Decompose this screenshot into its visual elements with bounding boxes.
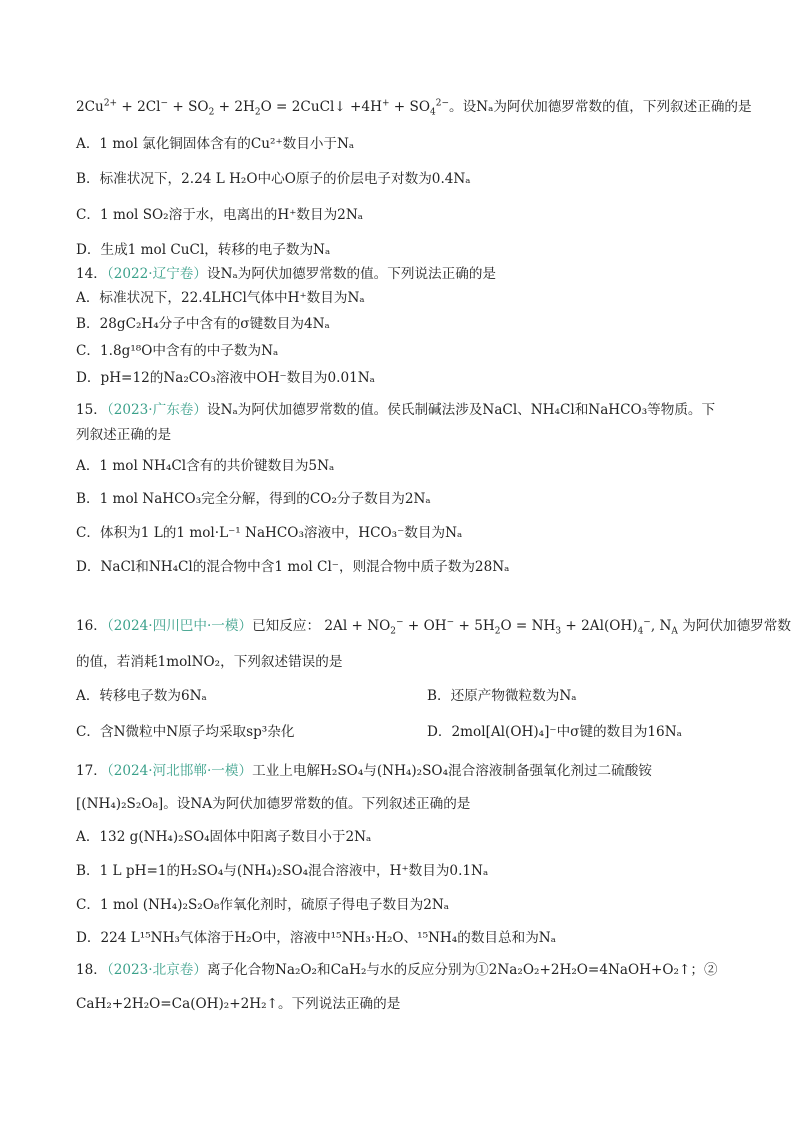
q16-option-c: C．含N微粒中N原子均采取sp³杂化 bbox=[76, 724, 295, 740]
q17-option-d: D．224 L¹⁵NH₃气体溶于H₂O中，溶液中¹⁵NH₃·H₂O、¹⁵NH₄的数目总和为Nₐ bbox=[76, 930, 556, 946]
q14-option-d: D．pH=12的Na₂CO₃溶液中OH⁻数目为0.01Nₐ bbox=[76, 370, 375, 386]
q17-number: 17． bbox=[76, 763, 107, 779]
q16-source: （2024·四川巴中·一模） bbox=[106, 618, 253, 634]
q15-number: 15． bbox=[76, 402, 107, 418]
q15-stem bbox=[76, 400, 715, 420]
q14-option-a: A．标准状况下，22.4LHCl气体中H⁺数目为Nₐ bbox=[76, 290, 365, 306]
q15-stem-cont: 列叙述正确的是 bbox=[76, 427, 172, 443]
q16-options-row1 bbox=[76, 686, 577, 706]
q15-source: （2023·广东卷） bbox=[106, 402, 207, 418]
q13-intro: 。设Nₐ为阿伏加德罗常数的值，下列叙述正确的是 bbox=[449, 99, 752, 115]
q18-stem bbox=[76, 960, 718, 980]
q16-number: 16． bbox=[76, 618, 107, 634]
q18-stem-cont: CaH₂+2H₂O=Ca(OH)₂+2H₂↑。下列说法正确的是 bbox=[76, 996, 401, 1012]
q14-option-c: C．1.8g¹⁸O中含有的中子数为Nₐ bbox=[76, 343, 279, 359]
q14-option-b: B．28gC₂H₄分子中含有的σ键数目为4Nₐ bbox=[76, 316, 330, 332]
q13-option-b: B．标准状况下，2.24 L H₂O中心O原子的价层电子对数为0.4Nₐ bbox=[76, 171, 471, 187]
q15-option-d: D．NaCl和NH₄Cl的混合物中含1 mol Cl⁻，则混合物中质子数为28Nₐ bbox=[76, 559, 510, 575]
q17-option-a: A．132 g(NH₄)₂SO₄固体中阳离子数目小于2Nₐ bbox=[76, 829, 372, 845]
q17-stem-cont: [(NH₄)₂S₂O₈]。设NA为阿伏加德罗常数的值。下列叙述正确的是 bbox=[76, 796, 471, 812]
q16-stem-text: 已知反应： bbox=[252, 618, 321, 634]
q14-stem bbox=[76, 264, 496, 284]
q14-source: （2022·辽宁卷） bbox=[106, 266, 207, 282]
q14-number: 14． bbox=[76, 266, 107, 282]
q17-stem-text: 工业上电解H₂SO₄与(NH₄)₂SO₄混合溶液制备强氧化剂过二硫酸铵 bbox=[252, 763, 652, 779]
q18-number: 18． bbox=[76, 962, 107, 978]
q16-option-d: D．2mol[Al(OH)₄]⁻中σ键的数目为16Nₐ bbox=[427, 724, 682, 740]
q13-option-a: A．1 mol 氯化铜固体含有的Cu²⁺数目小于Nₐ bbox=[76, 136, 355, 152]
q17-stem bbox=[76, 761, 652, 781]
q16-stem-cont: 的值，若消耗1molNO₂，下列叙述错误的是 bbox=[76, 654, 343, 670]
q14-stem-text: 设Nₐ为阿伏加德罗常数的值。下列说法正确的是 bbox=[207, 266, 497, 282]
q18-stem-text: 离子化合物Na₂O₂和CaH₂与水的反应分别为①2Na₂O₂+2H₂O=4NaOH+O₂↑；② bbox=[207, 962, 718, 978]
q15-option-c: C．体积为1 L的1 mol·L⁻¹ NaHCO₃溶液中，HCO₃⁻数目为Nₐ bbox=[76, 525, 463, 541]
q16-stem: 16．（2024·四川巴中·一模）已知反应： $2Al + NO_2^- + OH^- + 5H_2O = NH_3 + 2Al(OH)_4^-$, $N_A$ 为阿伏加德罗常数 bbox=[76, 617, 791, 637]
q18-source: （2023·北京卷） bbox=[106, 962, 207, 978]
q17-option-b: B．1 L pH=1的H₂SO₄与(NH₄)₂SO₄混合溶液中，H⁺数目为0.1Nₐ bbox=[76, 863, 489, 879]
q17-option-c: C．1 mol (NH₄)₂S₂O₈作氧化剂时，硫原子得电子数目为2Nₐ bbox=[76, 897, 450, 913]
q16-option-b: B．还原产物微粒数为Nₐ bbox=[427, 688, 577, 704]
q17-source: （2024·河北邯郸·一模） bbox=[106, 763, 253, 779]
q16-options-row2 bbox=[76, 722, 682, 742]
q16-option-a: A．转移电子数为6Nₐ bbox=[76, 688, 207, 704]
q15-option-b: B．1 mol NaHCO₃完全分解，得到的CO₂分子数目为2Nₐ bbox=[76, 491, 431, 507]
q13-equation-line: $2Cu^{2+} + 2Cl^- + SO_2 + 2H_2O$ = 2CuCl↓ $+4H^+ + SO_4^{2-}$。设Nₐ为阿伏加德罗常数的值，下列叙述正确的是 bbox=[76, 98, 752, 118]
q13-option-d: D．生成1 mol CuCl，转移的电子数为Nₐ bbox=[76, 242, 331, 258]
q15-stem-text: 设Nₐ为阿伏加德罗常数的值。侯氏制碱法涉及NaCl、NH₄Cl和NaHCO₃等物质。下 bbox=[207, 402, 716, 418]
q13-option-c: C．1 mol SO₂溶于水，电离出的H⁺数目为2Nₐ bbox=[76, 207, 363, 223]
q15-option-a: A．1 mol NH₄Cl含有的共价键数目为5Nₐ bbox=[76, 458, 335, 474]
